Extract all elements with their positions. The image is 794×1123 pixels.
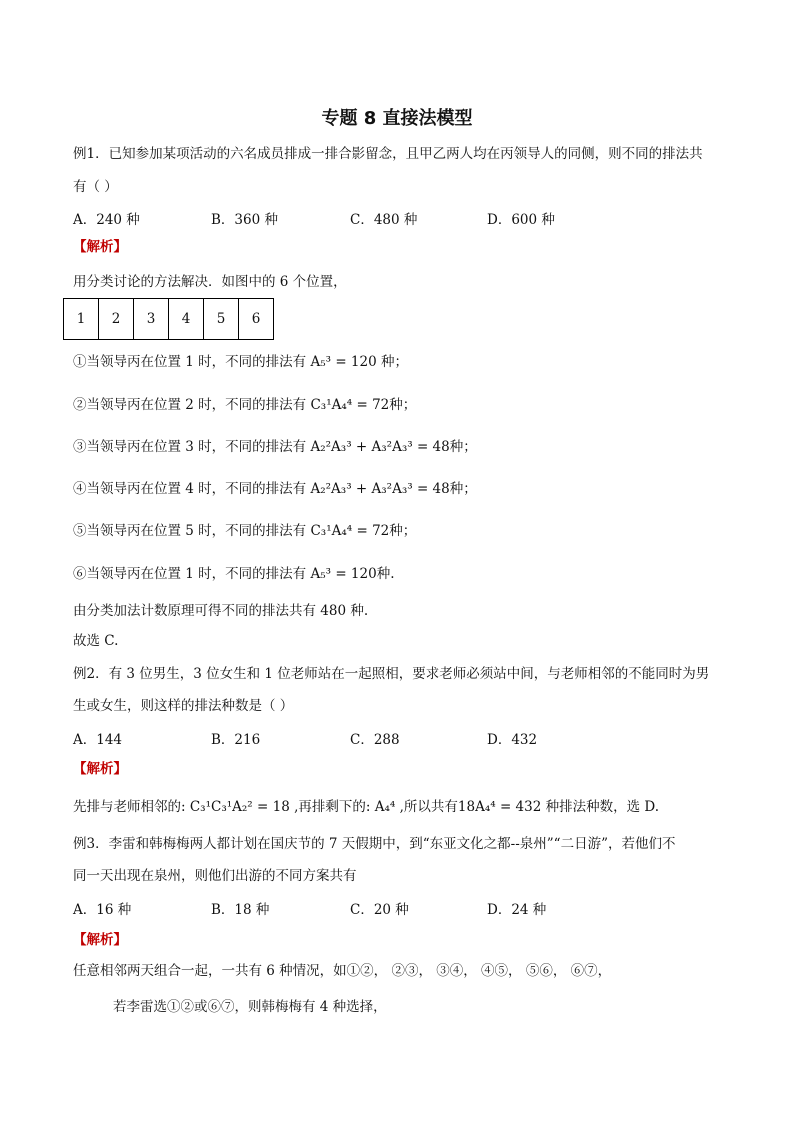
case-tail: 种； — [449, 481, 477, 497]
example3-solution-line1: 任意相邻两天组合一起，一共有 6 种情况，如①②， ②③， ③④， ④⑤， ⑤⑥， ⑥⑦， — [73, 963, 612, 979]
case-2 — [73, 395, 416, 415]
grid-cell: 5 — [204, 299, 239, 340]
grid-cell: 3 — [134, 299, 169, 340]
case-formula: C₃¹A₄⁴ = 72 — [310, 397, 390, 413]
case-tail: 种； — [389, 523, 417, 539]
example2-question-line2: 生或女生，则这样的排法种数是（ ） — [73, 698, 294, 714]
grid-cell: 4 — [169, 299, 204, 340]
example1-options — [73, 208, 673, 228]
case-formula: A₂²A₃³ + A₃²A₃³ = 48 — [310, 439, 450, 455]
case-text: ④当领导丙在位置 4 时，不同的排法有 — [73, 481, 311, 497]
solution-formula: C₃¹C₃¹A₂² = 18 — [189, 799, 290, 815]
example1-question-line2: 有（ ） — [73, 179, 118, 195]
solution-formula: A₄⁴ — [374, 799, 396, 815]
case-formula: A₅³ = 120 — [310, 354, 377, 370]
case-tail: 种； — [449, 439, 477, 455]
example1-question-line1: 例1．已知参加某项活动的六名成员排成一排合影留念，且甲乙两人均在丙领导人的同侧，则不同的排法共 — [73, 146, 703, 162]
case-6 — [73, 564, 395, 584]
solution-formula: 18A₄⁴ = 432 — [457, 799, 542, 815]
example3-solution-line2: 若李雷选①②或⑥⑦，则韩梅梅有 4 种选择， — [113, 999, 387, 1015]
case-5 — [73, 521, 416, 541]
option-d: D．600 种 — [487, 212, 555, 228]
example2-solution — [73, 797, 659, 817]
example1-conclusion: 由分类加法计数原理可得不同的排法共有 480 种. — [73, 603, 369, 619]
solution-text: 先排与老师相邻的: — [73, 799, 190, 815]
option-c: C．20 种 — [350, 902, 409, 918]
option-b: B．360 种 — [211, 212, 278, 228]
option-b: B．216 — [211, 732, 261, 748]
example3-question-line1: 例3．李雷和韩梅梅两人都计划在国庆节的 7 天假期中，到“东亚文化之都--泉州”“二日游”，若他们不 — [73, 836, 676, 852]
case-1 — [73, 352, 408, 372]
case-tail: 种； — [389, 397, 417, 413]
example3-analysis-heading: 【解析】 — [73, 932, 127, 948]
example1-analysis-heading: 【解析】 — [73, 239, 127, 255]
case-text: ⑤当领导丙在位置 5 时，不同的排法有 — [73, 523, 311, 539]
solution-text: ,所以共有 — [395, 799, 458, 815]
example3-question-line2: 同一天出现在泉州，则他们出游的不同方案共有 — [73, 868, 357, 884]
case-3 — [73, 437, 477, 457]
solution-text: 种排法种数，选 D. — [541, 799, 660, 815]
grid-cell: 1 — [64, 299, 99, 340]
option-c: C．480 种 — [350, 212, 418, 228]
position-grid — [63, 298, 274, 340]
example1-answer: 故选 C. — [73, 633, 119, 649]
example2-options — [73, 728, 673, 748]
example2-analysis-heading: 【解析】 — [73, 761, 127, 777]
case-formula: A₅³ = 120 — [310, 566, 377, 582]
case-text: ③当领导丙在位置 3 时，不同的排法有 — [73, 439, 311, 455]
case-tail: 种. — [376, 566, 395, 582]
case-formula: A₂²A₃³ + A₃²A₃³ = 48 — [310, 481, 450, 497]
grid-cell: 2 — [99, 299, 134, 340]
example1-intro: 用分类讨论的方法解决．如图中的 6 个位置， — [73, 274, 347, 290]
case-text: ①当领导丙在位置 1 时，不同的排法有 — [73, 354, 311, 370]
case-4 — [73, 479, 477, 499]
case-text: ②当领导丙在位置 2 时，不同的排法有 — [73, 397, 311, 413]
option-c: C．288 — [350, 732, 400, 748]
option-d: D．432 — [487, 732, 538, 748]
option-a: A．16 种 — [73, 902, 132, 918]
page-title: 专题 8 直接法模型 — [321, 108, 473, 129]
case-text: ⑥当领导丙在位置 1 时，不同的排法有 — [73, 566, 311, 582]
solution-text: ,再排剩下的: — [289, 799, 375, 815]
option-a: A．240 种 — [73, 212, 140, 228]
option-d: D．24 种 — [487, 902, 547, 918]
case-formula: C₃¹A₄⁴ = 72 — [310, 523, 390, 539]
option-b: B．18 种 — [211, 902, 270, 918]
example3-options — [73, 898, 673, 918]
option-a: A．144 — [73, 732, 123, 748]
example2-question-line1: 例2．有 3 位男生，3 位女生和 1 位老师站在一起照相，要求老师必须站中间，与老师相邻的不能同时为男 — [73, 666, 710, 682]
grid-cell: 6 — [239, 299, 274, 340]
case-tail: 种； — [376, 354, 408, 370]
